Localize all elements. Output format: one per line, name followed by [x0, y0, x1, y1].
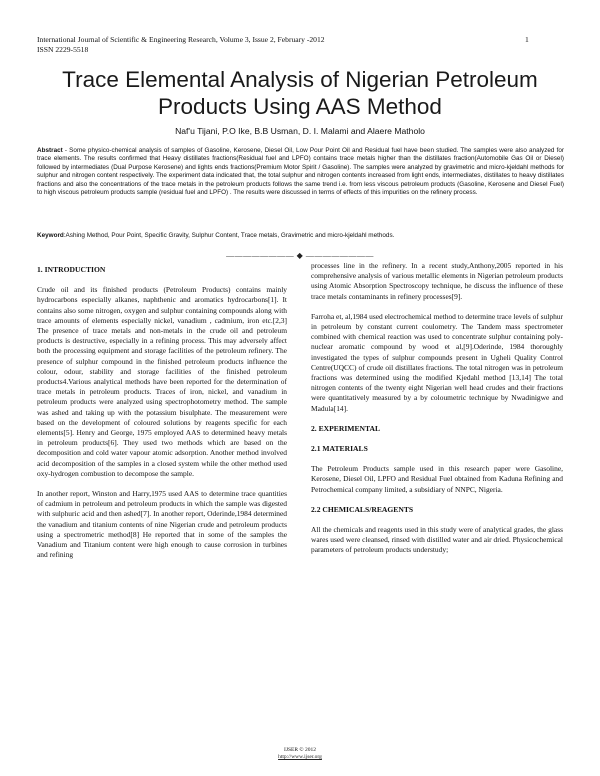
- section-divider: ———————— ◆ ————————: [226, 251, 374, 260]
- intro-paragraph-2: In another report, Winston and Harry,1975 used AAS to determine trace quantities of cadmium in petroleum and petroleum products in which the sample was digested with sulphuric acid and then ashed[7]. In another report, Oderinde,1984 determined the vanadium and titanium contents of nine Nigerian crude and petroleum products using a spectrometric method[8] He reported that in some of the samples the Vanadium and Titanium content were high enough to cause corrosion in turbines and refining: [37, 489, 287, 560]
- authors: Naf'u Tijani, P.O Ike, B.B Usman, D. I. Malami and Alaere Matholo: [175, 126, 425, 136]
- intro-paragraph-1: Crude oil and its finished products (Petroleum Products) contains mainly hydrocarbons especially alkanes, naphthenic and aromatics hydrocarbons[1]. It contains also some nitrogen, oxygen and sulphur containing compounds along with trace amounts of elements especially nickel, vanadium , cadmium, iron etc.[2,3] The presence of trace metals and non-metals in the crude oil and petroleum products is destructive, especially in a refining process. This may adversely affect both the processing equipment and storage facilities of the petroleum refinery. The presence of sulphur compound in the finished petroleum products influence the colour, odour, stability and storage facilities of the finished petroleum products4.Various analytical methods have been reported for the determination of trace metals in petroleum products. Traces of iron, nickel, and vanadium in petroleum products were analyzed using spectrophotometry method. The sample was ashed and taking up with the potassium bisulphate. The measurement were based on the development of coloured solutions by reagents specific for each elements[5]. Henry and George, 1975 employed AAS to determined heavy metals in petroleum products[6]. They used two methods which are based on the decomposition and cold water vapour atomic adsorption. Another method involved acid decomposition of the samples in a closed system while the other method used oxy-hydrogen combustion to decompose the sample.: [37, 285, 287, 478]
- heading-materials: 2.1 MATERIALS: [311, 444, 368, 454]
- right-column: [311, 261, 563, 566]
- paper-title: Trace Elemental Analysis of Nigerian Petroleum Products Using AAS Method: [62, 67, 538, 119]
- footer-copyright: IJSER © 2012: [284, 747, 316, 753]
- chemicals-paragraph: All the chemicals and reagents used in this study were of analytical grades, the glass wares used were cleansed, rinsed with distilled water and air dried. Physicochemical parameters of petroleum products understudy;: [311, 525, 563, 555]
- issn: ISSN 2229-5518: [37, 45, 89, 54]
- intro-paragraph-4: Farroha et, al,1984 used electrochemical method to determine trace levels of sulphur in petroleum by constant current coulometry. The Tandem mass spectrometer combined with chemical reaction was used to concentrate sulphur containing poly-nuclear aromatic compound by wood et al,[9].Oderinde, 1984 thoroughly investigated the types of sulphur compounds present in Ugheli Quality Control Centre(UQCC) of crude oil distillates fractions. The total nitrogen was in petroleum fractions was determined using the modified Kjedahl method [13,14] The total nitrogen contents of the twenty eight Nigerian well head crudes and their fractions were quantitatively measured by a by coloumetric technique by Nwadinigwe and Madula[14].: [311, 311, 563, 413]
- materials-paragraph: The Petroleum Products sample used in this research paper were Gasoline, Kerosene, Diesel Oil, LPFO and Residual Fuel obtained from Kaduna Refining and Petrochemical company limited, a subsidiary of NNPC, Nigeria.: [311, 464, 563, 494]
- abstract-label: Abstract: [37, 147, 63, 154]
- left-column: [37, 265, 287, 570]
- keywords: [37, 232, 564, 240]
- abstract: [37, 147, 564, 197]
- page-number: 1: [525, 35, 529, 44]
- intro-paragraph-3: processes line in the refinery. In a recent study,Anthony,2005 reported in his comprehensive analysis of various metallic elements in Nigerian petroleum products using Atomic Absorption Spectroscopy technique, he discuss the influence of these trace metals contaminants in refinery processes[9].: [311, 261, 563, 301]
- footer-url[interactable]: http://www.ijser.org: [278, 754, 322, 760]
- keywords-text: :Ashing Method, Pour Point, Specific Gravity, Sulphur Content, Trace metals, Gravimetric and micro-kjeldahl methods.: [63, 232, 395, 239]
- heading-experimental: 2. EXPERIMENTAL: [311, 423, 381, 433]
- heading-introduction: 1. INTRODUCTION: [37, 265, 106, 274]
- keywords-label: Keyword: [37, 232, 64, 239]
- heading-chemicals: 2.2 CHEMICALS/REAGENTS: [311, 504, 414, 514]
- abstract-text: - Some physico-chemical analysis of samples of Gasoline, Kerosene, Diesel Oil, Low Pour Point Oil and Residual fuel have been studied. The samples were also analyzed for trace elements. The results confirmed that Heavy distillates fractions(Residual fuel and LPFO) contains trace metals higher than the distillates fraction(Automobile Gas Oil or Diesel) followed by intermediates (Dual Purpose Kerosene) and lights ends fractions(Premium Motor Spirit / Gasoline). The samples were analyzed by gravimetric and micro-kjeldahl methods for sulphur and nitrogen content respectively. The experiment data indicated that, the total sulphur and nitrogen contents increased from light ends, intermediates, distillates to heavy distillates fractions and also the concentrations of the trace metals in the petroleum products follows the same trend i.e. from less viscous petroleum products (Gasoline, Kerosene and Diesel Fuel) to high viscous petroleum products sample (residual fuel and LPFO) . The results were discussed in terms of effects of this impurities on the refinery process.: [37, 147, 564, 197]
- journal-header: International Journal of Scientific & Engineering Research, Volume 3, Issue 2, February -2012: [37, 35, 325, 44]
